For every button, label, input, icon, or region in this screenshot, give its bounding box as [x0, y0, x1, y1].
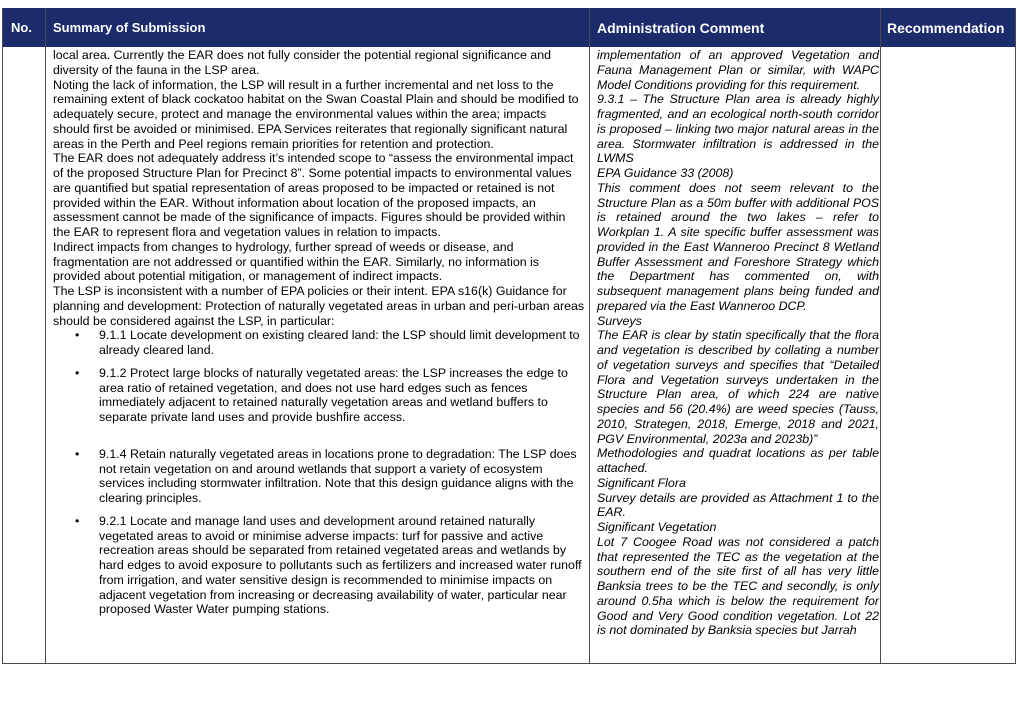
- bullet-marker: •: [75, 365, 80, 380]
- header-recommendation: Recommendation: [887, 19, 1005, 36]
- admin-paragraph: Lot 7 Coogee Road was not considered a patch that represented the TEC as the vegetation at the southern end of the site first of all has very little Banksia trees to be the TEC and secondly, is only around 0.5ha which is below the requirement for Good and Very Good condition vegetation. Lot 22 is not dominated by Banksia species but Jarrah: [597, 534, 879, 638]
- admin-heading: Significant Vegetation: [597, 520, 717, 534]
- admin-heading: Significant Flora: [597, 475, 686, 490]
- summary-bullet: [53, 514, 585, 617]
- admin-paragraph: The EAR is clear by statin specifically that the flora and vegetation is described by collating a number of vegetation surveys and specifies that “Detailed Flora and Vegetation surveys undertaken in the Structure Plan area, of which 224 are native species and 56 (20.4%) are weed species (Tauss, 2010, Strategen, 2018, Emerge, 2018 and 2021, PGV Environmental, 2023a and 2023b)”: [597, 328, 879, 446]
- column-divider: [45, 8, 46, 663]
- admin-paragraph: EPA Guidance 33 (2008): [597, 166, 734, 180]
- admin-paragraph: Survey details are provided as Attachment 1 to the EAR.: [597, 490, 879, 520]
- summary-bullet: [53, 366, 585, 425]
- admin-paragraph: 9.3.1 – The Structure Plan area is already highly fragmented, and an ecological north-south corridor is proposed – linking two major natural areas in the area. Stormwater infiltration is addressed in the LWMS: [597, 92, 879, 166]
- summary-paragraph: Indirect impacts from changes to hydrology, further spread of weeds or disease, and fragmentation are not addressed or quantified within the EAR. Similarly, no information is provided about potential mitigation, or management of indirect impacts.: [53, 239, 540, 284]
- bullet-text: 9.1.1 Locate development on existing cleared land: the LSP should limit development to already cleared land.: [99, 328, 580, 357]
- summary-bullet: [53, 328, 585, 358]
- admin-paragraph: Methodologies and quadrat locations as per table attached.: [597, 446, 879, 475]
- admin-paragraph: This comment does not seem relevant to the Structure Plan as a 50m buffer with additional POS is retained around the two lakes – refer to Workplan 1. A site specific buffer assessment was provided in the East Wanneroo Precinct 8 Wetland Buffer Assessment and Foreshore Strategy which the Department has commented on, with subsequent management plans being funded and prepared via the East Wanneroo DCP.: [597, 180, 879, 313]
- summary-bullet: [53, 447, 585, 506]
- summary-paragraph: The LSP is inconsistent with a number of EPA policies or their intent. EPA s16(k) Guidance for planning and development: Protection of naturally vegetated areas in urban and peri-urban areas should be considered against the LSP, in particular:: [53, 284, 585, 328]
- bullet-text: 9.1.4 Retain naturally vegetated areas in locations prone to degradation: The LSP does not retain vegetation on and around wetlands that support a variety of ecosystem services including stormwater infiltration. Note that this design guidance aligns with the clearing principles.: [99, 446, 577, 505]
- admin-heading: Surveys: [597, 313, 642, 328]
- bullet-marker: •: [75, 328, 80, 343]
- summary-paragraph: Noting the lack of information, the LSP will result in a further incremental and net loss to the remaining extent of black cockatoo habitat on the Swan Coastal Plain and should be modified to adequately secure, protect and manage the environmental values within the area; impacts should first be avoided or minimised. EPA Services reiterates that regionally significant natural areas in the Perth and Peel regions remain priorities for retention and protection.: [53, 77, 579, 151]
- bullet-text: 9.2.1 Locate and manage land uses and development around retained naturally vegetated areas to avoid or minimise adverse impacts: turf for passive and active recreation areas should be separated from retained vegetated areas and wetlands by hard edges to avoid exposure to pollutants such as fertilizers and increased water runoff from irrigation, and water sensitive design is recommended to minimise impacts on adjacent vegetation from increasing or decreasing availability of water, particular near proposed Waster Water pumping stations.: [99, 513, 582, 617]
- column-divider: [880, 8, 881, 663]
- summary-paragraph: local area. Currently the EAR does not fully consider the potential regional significance and diversity of the fauna in the LSP area.: [53, 48, 551, 77]
- admin-comment-cell: [597, 48, 879, 638]
- column-divider: [589, 8, 590, 663]
- bullet-marker: •: [75, 446, 80, 461]
- header-admin-comment: Administration Comment: [597, 19, 765, 36]
- summary-paragraph: The EAR does not adequately address it’s intended scope to “assess the environmental impact of the proposed Structure Plan for Precinct 8”. Some potential impacts to environmental values are quantified but spatial representation of areas proposed to be impacted or retained is not provided within the EAR. Without information about location of the proposed impacts, an assessment cannot be made of the significance of impacts. Figures should be provided within the EAR to represent flora and vegetation values in relation to impacts.: [53, 151, 574, 239]
- admin-paragraph: implementation of an approved Vegetation and Fauna Management Plan or similar, with WAPC Model Conditions providing for this requirement.: [597, 48, 879, 92]
- header-no: No.: [11, 20, 32, 35]
- header-summary: Summary of Submission: [53, 20, 206, 35]
- table-header: [3, 8, 1015, 47]
- submission-table: [2, 8, 1016, 664]
- bullet-marker: •: [75, 513, 80, 528]
- summary-cell: [53, 48, 585, 617]
- bullet-text: 9.1.2 Protect large blocks of naturally vegetated areas: the LSP increases the edge to area ratio of retained vegetation, and does not use hard edges such as fences immediately adjacent to retained naturally vegetation areas and wetland buffers to separate private land uses and provide bushfire access.: [99, 365, 568, 424]
